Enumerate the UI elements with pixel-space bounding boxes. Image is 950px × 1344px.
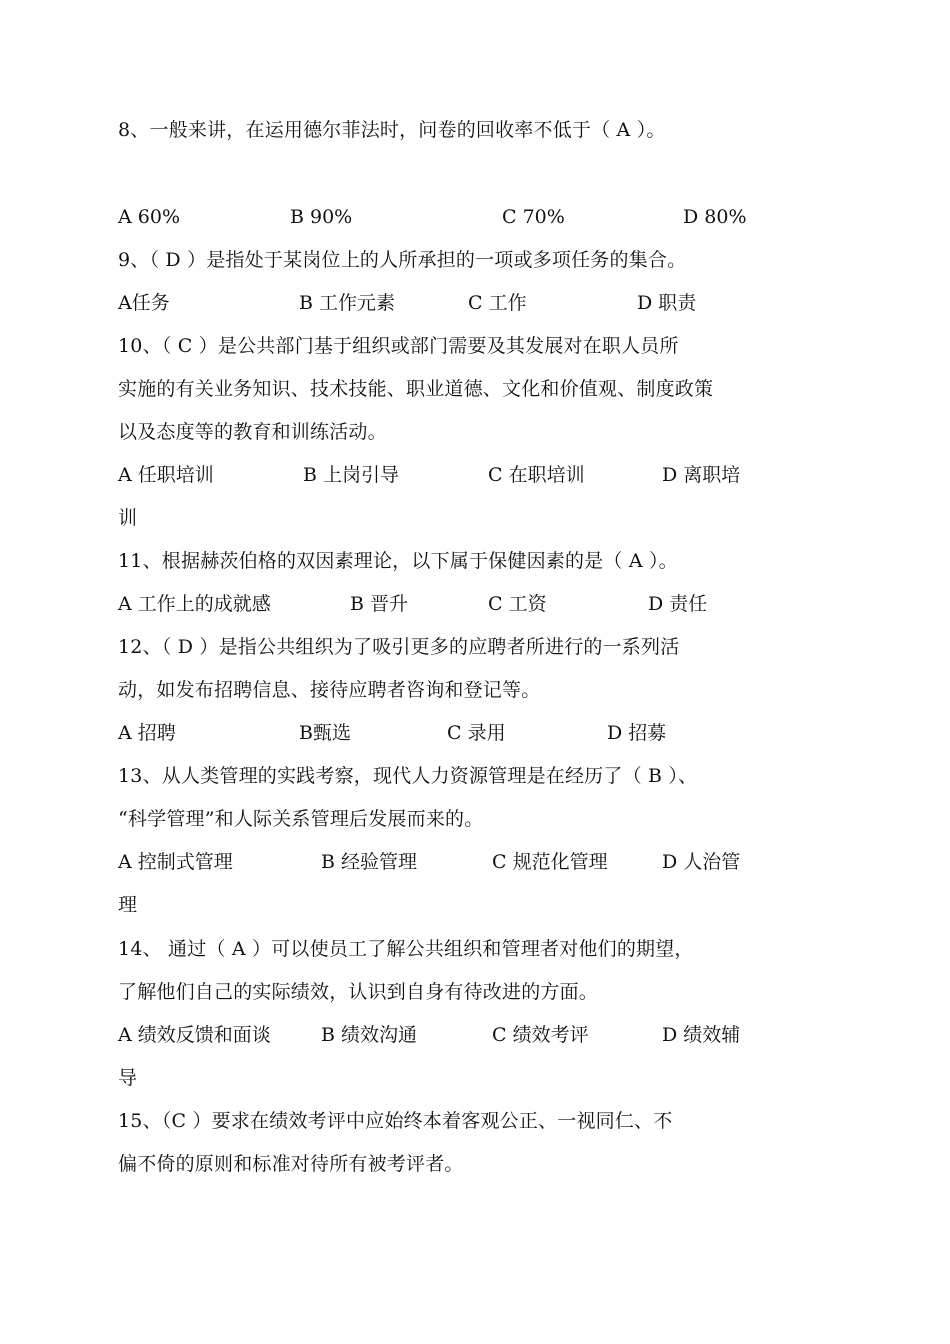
question-14-option-a: A 绩效反馈和面谈 [118, 1024, 271, 1046]
question-14-option-d-wrap: 导 [118, 1067, 138, 1089]
question-14-option-c: C 绩效考评 [492, 1024, 589, 1046]
question-11-option-b: B 晋升 [350, 593, 409, 615]
question-13-stem-line-1: 13、从人类管理的实践考察，现代人力资源管理是在经历了（ B ）、 [118, 765, 698, 787]
question-13-option-d: D 人治管 [662, 851, 741, 873]
question-12-option-a: A 招聘 [118, 722, 176, 744]
question-9-option-b: B 工作元素 [299, 292, 396, 314]
question-15-stem-line-1: 15、（C ）要求在绩效考评中应始终本着客观公正、一视同仁、不 [118, 1110, 673, 1132]
question-15-stem-line-2: 偏不倚的原则和标准对待所有被考评者。 [118, 1153, 464, 1175]
question-9-option-a: A任务 [118, 292, 170, 314]
question-12-stem-line-1: 12、（ D ）是指公共组织为了吸引更多的应聘者所进行的一系列活 [118, 636, 680, 658]
question-8-option-b: B 90% [290, 206, 353, 228]
question-12-option-c: C 录用 [447, 722, 506, 744]
question-14-stem-line-1: 14、 通过（ A ）可以使员工了解公共组织和管理者对他们的期望， [118, 938, 694, 960]
question-10-option-d-wrap: 训 [118, 507, 138, 529]
question-14-option-d: D 绩效辅 [662, 1024, 741, 1046]
question-10-stem-line-3: 以及态度等的教育和训练活动。 [118, 421, 387, 443]
question-13-option-c: C 规范化管理 [492, 851, 608, 873]
question-10-option-a: A 任职培训 [118, 464, 214, 486]
question-10-stem-line-2: 实施的有关业务知识、技术技能、职业道德、文化和价值观、制度政策 [118, 378, 714, 400]
question-10-stem-line-1: 10、（ C ）是公共部门基于组织或部门需要及其发展对在职人员所 [118, 335, 679, 357]
question-8-stem: 8、一般来讲，在运用德尔菲法时，问卷的回收率不低于（ A ）。 [118, 119, 666, 141]
question-13-stem-line-2: “科学管理”和人际关系管理后发展而来的。 [118, 808, 484, 830]
question-14-stem-line-2: 了解他们自己的实际绩效，认识到自身有待改进的方面。 [118, 981, 599, 1003]
question-11-stem: 11、根据赫茨伯格的双因素理论，以下属于保健因素的是（ A ）。 [118, 550, 678, 572]
question-14-option-b: B 绩效沟通 [321, 1024, 418, 1046]
question-9-option-d: D 职责 [637, 292, 697, 314]
question-12-option-d: D 招募 [607, 722, 667, 744]
question-8-option-d: D 80% [683, 206, 747, 228]
question-11-option-a: A 工作上的成就感 [118, 593, 271, 615]
question-12-option-b: B甄选 [299, 722, 351, 744]
question-11-option-c: C 工资 [488, 593, 547, 615]
question-10-option-d: D 离职培 [662, 464, 741, 486]
question-10-option-b: B 上岗引导 [303, 464, 400, 486]
question-12-stem-line-2: 动，如发布招聘信息、接待应聘者咨询和登记等。 [118, 679, 541, 701]
question-8-option-c: C 70% [502, 206, 565, 228]
question-13-option-d-wrap: 理 [118, 894, 138, 916]
question-8-option-a: A 60% [118, 206, 180, 228]
question-10-option-c: C 在职培训 [488, 464, 585, 486]
question-9-stem: 9、（ D ）是指处于某岗位上的人所承担的一项或多项任务的集合。 [118, 249, 687, 271]
question-13-option-b: B 经验管理 [321, 851, 418, 873]
question-9-option-c: C 工作 [468, 292, 527, 314]
question-11-option-d: D 责任 [648, 593, 708, 615]
question-13-option-a: A 控制式管理 [118, 851, 233, 873]
